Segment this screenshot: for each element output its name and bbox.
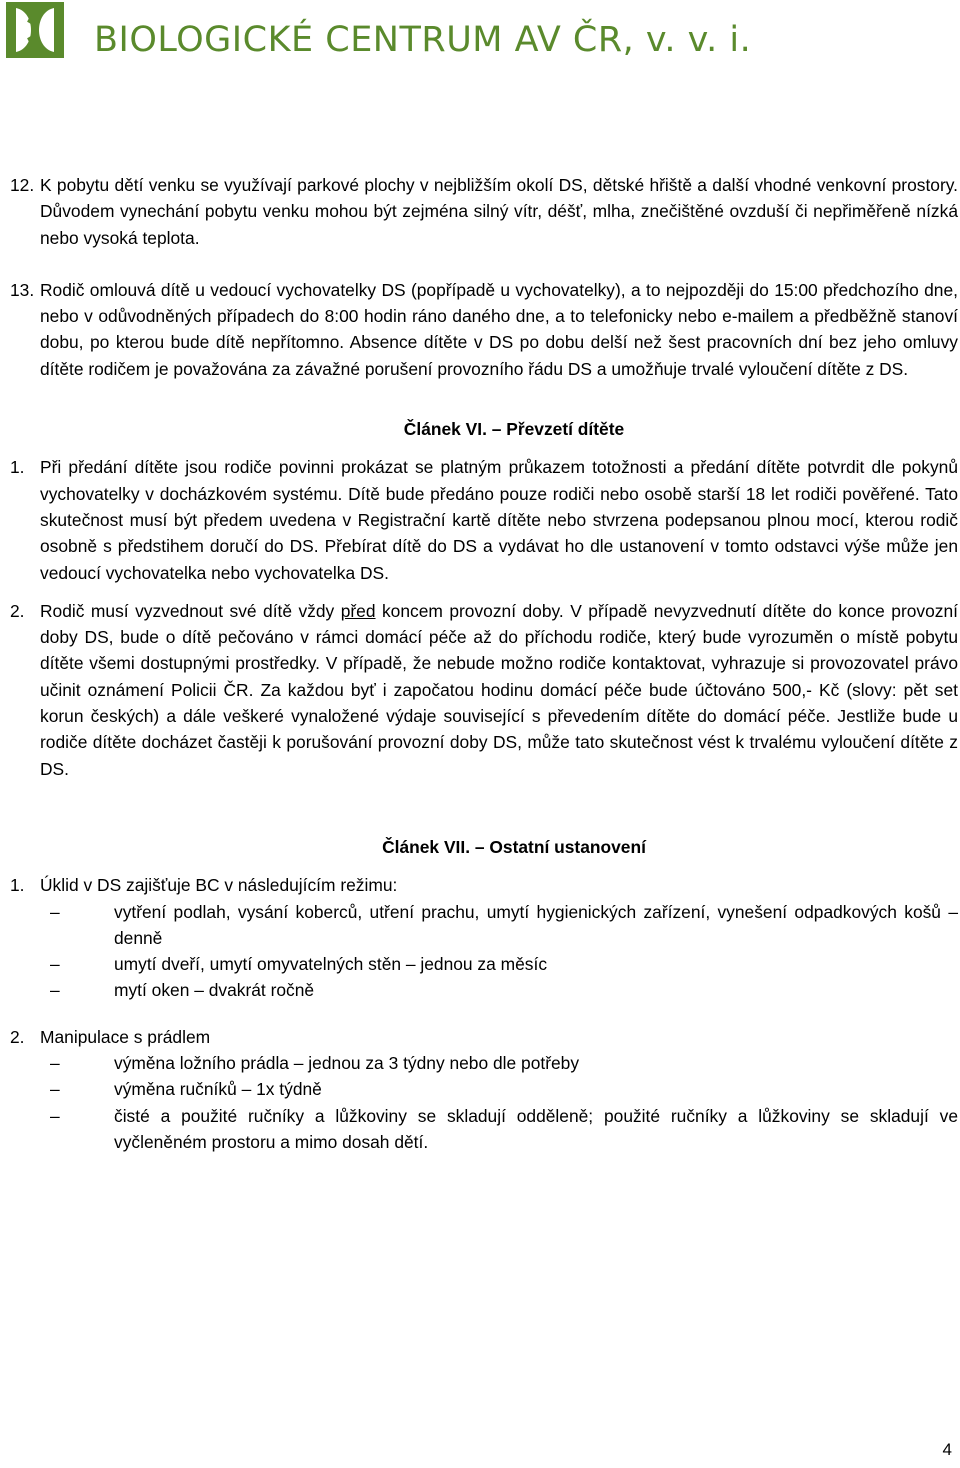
bullet-text: výměna ručníků – 1x týdně xyxy=(114,1079,322,1100)
item-number: 1. xyxy=(10,457,25,478)
item-number: 13. xyxy=(10,279,35,300)
item-text: Rodič omlouvá dítě u vedoucí vychovatelky DS (popřípadě u vychovatelky), a to nejpozději do 15:00 předchozího dne, nebo v odůvodněných případech do 8:00 hodin ráno daného dne, a to telefonicky nebo e-mailem a předběžně stanoví dobu, po kterou bude dítě nepřítomno. Absence dítěte v DS po dobu delší než šest pracovních dní bez jeho omluvy dítěte rodičem je považována za závažné porušení provozního řádu DS a umožňuje trvalé vyloučení dítěte z DS. xyxy=(40,279,958,379)
item-text: K pobytu dětí venku se využívají parkové plochy v nejbližším okolí DS, dětské hřiště a další vhodné venkovní prostory. Důvodem vynechání pobytu venku mohou být zejména silný vítr, déšť, mlha, znečištěné ovzduší či nepřiměřeně nízká nebo vysoká teplota. xyxy=(40,175,958,248)
list-item xyxy=(10,454,958,585)
item-number: 12. xyxy=(10,175,35,195)
bullet-item xyxy=(40,951,958,977)
item-text: Při předání dítěte jsou rodiče povinni prokázat se platným průkazem totožnosti a předání dítěte potvrdit dle pokynů vychovatelky v docházkovém systému. Dítě bude předáno pouze rodiči nebo osobě starší 18 let rodiči pověřené. Tato skutečnost musí být předem uvedena v Registrační kartě dítěte nebo stvrzena podepsanou plnou mocí, kterou rodič osobně s předstihem doručí do DS. Přebírat dítě do DS a vydávat ho dle ustanovení v tomto odstavci výše může jen vedoucí vychovatelka nebo vychovatelka DS. xyxy=(40,457,958,583)
heading-prefix: Článek VI. xyxy=(403,419,492,440)
text-segment: Rodič musí vyzvednout své dítě vždy xyxy=(40,600,341,621)
list-item xyxy=(10,872,958,898)
bullet-text: umytí dveří, umytí omyvatelných stěn – jednou za měsíc xyxy=(114,954,548,975)
bullet-text: mytí oken – dvakrát ročně xyxy=(114,980,315,1001)
organization-name: BIOLOGICKÉ CENTRUM AV ČR, v. v. i. xyxy=(94,20,752,60)
bullet-dash: – xyxy=(50,980,60,1001)
bullet-text: čisté a použité ručníky a lůžkoviny se skladují odděleně; použité ručníky a lůžkoviny se skladují ve vyčleněném prostoru a mimo dosah dětí. xyxy=(114,1105,958,1152)
list-item xyxy=(10,172,958,251)
bullet-item xyxy=(40,899,958,952)
heading-title: – Převzetí dítěte xyxy=(491,419,625,440)
organization-logo-icon xyxy=(6,2,64,58)
text-segment: koncem provozní doby. V případě nevyzvednutí dítěte do konce provozní doby DS, bude o dítě pečováno v rámci domácí péče až do příchodu rodiče, který bude vyrozuměn o místě pobytu dítěte všemi dostupnými prostředky. V případě, že nebude možno rodiče kontaktovat, vyhrazuje si provozovatel právo učinit oznámení Policii ČR. Za každou byť i započatou hodinu domácí péče bude účtováno 500,- Kč (slovy: pět set korun českých) a dále veškeré vynaložené výdaje související s převedením dítěte do domácí péče. Jestliže bude u rodiče dítěte docházet častěji k porušování provozní doby DS, může tato skutečnost vést k trvalému vyloučení dítěte z DS. xyxy=(40,600,959,779)
item-text: Úklid v DS zajišťuje BC v následujícím režimu: xyxy=(40,875,398,896)
bullet-text: vytření podlah, vysání koberců, utření prachu, umytí hygienických zařízení, vynešení odpadkových košů – denně xyxy=(114,901,958,948)
article-7-heading xyxy=(70,834,958,860)
bullet-item xyxy=(40,1076,958,1102)
article-6-heading xyxy=(70,416,958,442)
bullet-item xyxy=(40,1103,958,1156)
list-item xyxy=(10,1024,958,1050)
page-header xyxy=(6,0,946,60)
bullet-dash: – xyxy=(50,1079,60,1100)
bullet-dash: – xyxy=(50,901,60,922)
list-item xyxy=(10,598,958,782)
bullet-item xyxy=(40,977,958,1003)
document-body xyxy=(10,172,958,1155)
page-number: 4 xyxy=(942,1440,952,1459)
underlined-word: před xyxy=(340,600,376,621)
list-item xyxy=(10,277,958,382)
bullet-item xyxy=(40,1050,958,1076)
heading-title: – Ostatní ustanovení xyxy=(474,836,646,857)
item-text xyxy=(40,598,958,782)
item-number: 2. xyxy=(10,1026,25,1047)
item-number: 1. xyxy=(10,875,25,896)
item-number: 2. xyxy=(10,600,25,621)
bullet-dash: – xyxy=(50,954,60,975)
item-text: Manipulace s prádlem xyxy=(40,1026,211,1047)
bullet-text: výměna ložního prádla – jednou za 3 týdny nebo dle potřeby xyxy=(114,1053,580,1074)
bullet-dash: – xyxy=(50,1053,60,1074)
heading-prefix: Článek VII. xyxy=(382,836,475,857)
bullet-dash: – xyxy=(50,1105,60,1126)
